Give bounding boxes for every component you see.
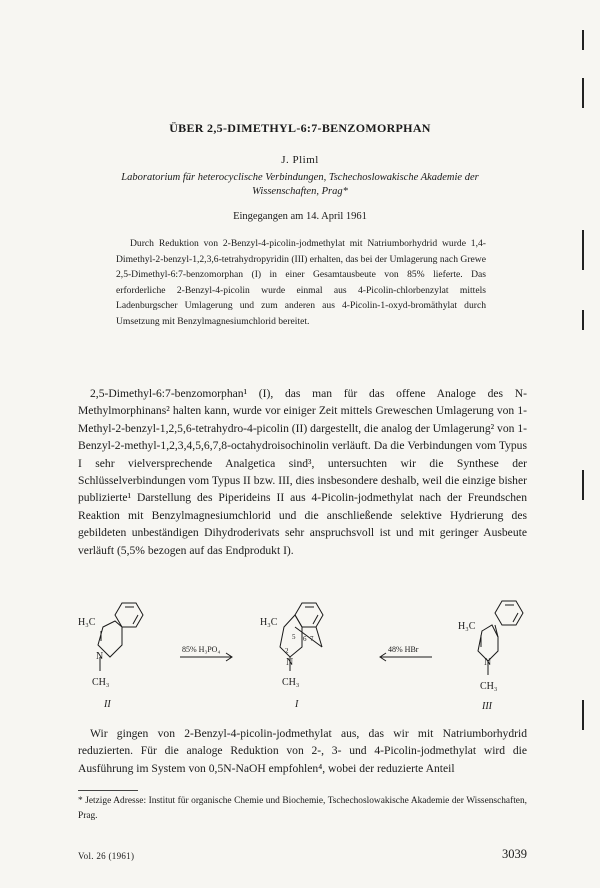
abstract: Durch Reduktion von 2-Benzyl-4-picolin-jodmethylat mit Natriumborhydrid wurde 1,4-Dimethyl-2-benzyl-1,2,3,6-tetrahydropyridin (III) erhalten, das bei der Umlagerung nach Grewe 2,5-Dimethyl-6:7-benzomorphan (I) in einer Gesamtausbeute von 85% lieferte. Das erforderliche 2-Benzyl-4-picolin wurde einmal aus 4-Picolin-chlorbenzylat mittels Ladenburgscher Umlagerung und zum anderen aus 4-Picolin-1-oxyd-bromäthylat durch Umsetzung mit Benzylmagnesiumchlorid bereitet.: [116, 238, 486, 327]
reaction-scheme: [70, 595, 540, 713]
footnote-divider: [78, 790, 138, 791]
affiliation: Laboratorium für heterocyclische Verbindungen, Tschechoslowakische Akademie der Wissenschaften, Prag*: [121, 172, 479, 197]
nitrogen-label-I: N: [286, 657, 294, 668]
methyl-label-II: H₃C: [78, 617, 96, 628]
body-paragraph: Wir gingen von 2-Benzyl-4-picolin-jodmethylat aus, das wir mit Natriumborhydrid reduzierten. Für die analoge Reduktion von 2-, 3- und 4-Picolin-jodmethylat wird die Ausführung im System von 0,5N-NaOH empfohlen⁴, wobei der reduzierte Anteil: [78, 727, 527, 775]
ring-number-7: 7: [310, 635, 314, 643]
arrow-label-hbr: 48% HBr: [388, 645, 419, 654]
scan-edge-mark: [582, 230, 584, 270]
nitrogen-label-II: N: [96, 651, 104, 662]
n-methyl-label-I: CH₃: [282, 677, 300, 688]
footnote: * Jetzige Adresse: Institut für organische Chemie und Biochemie, Tschechoslowakische Akademie der Wissenschaften, Prag.: [78, 796, 527, 821]
scan-edge-mark: [582, 700, 584, 730]
compound-label-I: I: [295, 699, 299, 710]
n-methyl-label-II: CH₃: [92, 677, 110, 688]
methyl-label-III: H₃C: [458, 621, 476, 632]
arrow-label-acid: 85% H₃PO₄: [182, 645, 221, 654]
author-name: J. Pliml: [281, 154, 319, 166]
structure-II: [98, 603, 143, 671]
volume-info: Vol. 26 (1961): [78, 851, 135, 861]
ring-number-6: 6: [303, 635, 307, 643]
nitrogen-label-III: N: [484, 657, 492, 668]
scan-edge-mark: [582, 78, 584, 108]
body-paragraph: 2,5-Dimethyl-6:7-benzomorphan¹ (I), das man für das offene Analoge des N-Methylmorphinans² halten kann, wurde vor einiger Zeit mittels Greweschen Umlagerung von 1-Methyl-2-benzyl-1,2,5,6-tetrahydro-4-picolin (II) dargestellt, die analog der Umlagerung² von 1-Benzyl-2-methyl-1,2,3,4,5,6,7,8-octahydroisochinolin verläuft. Da die Verbindungen vom Typus I sehr vielversprechende Analgetica sind³, untersuchten wir die Synthese der Schlüsselverbindungen vom Typus II bzw. III, dies insbesondere deshalb, weil die einzige bisher publizierte¹ Darstellung des Piperideins II aus 4-Picolin-jodmethylat nach der Freundschen Reaktion mit Benzylmagnesiumchlorid und die anschließende selektive Hydrierung des gebildeten unbeständigen Dihydroderivats sehr anspruchsvoll ist und mit geringer Ausbeute verläuft (5,5% bezogen auf das Endprodukt I).: [78, 387, 527, 557]
article-title: ÜBER 2,5-DIMETHYL-6:7-BENZOMORPHAN: [169, 121, 431, 135]
compound-label-III: III: [482, 701, 492, 712]
ring-number-5: 5: [292, 633, 296, 641]
scan-edge-mark: [582, 470, 584, 500]
received-date: Eingegangen am 14. April 1961: [233, 211, 367, 222]
compound-label-II: II: [104, 699, 111, 710]
methyl-label-I: H₃C: [260, 617, 278, 628]
n-methyl-label-III: CH₃: [480, 681, 498, 692]
scan-edge-mark: [582, 30, 584, 50]
scan-edge-mark: [582, 310, 584, 330]
page-number: 3039: [502, 847, 527, 861]
ring-number-2: 2: [285, 647, 289, 655]
